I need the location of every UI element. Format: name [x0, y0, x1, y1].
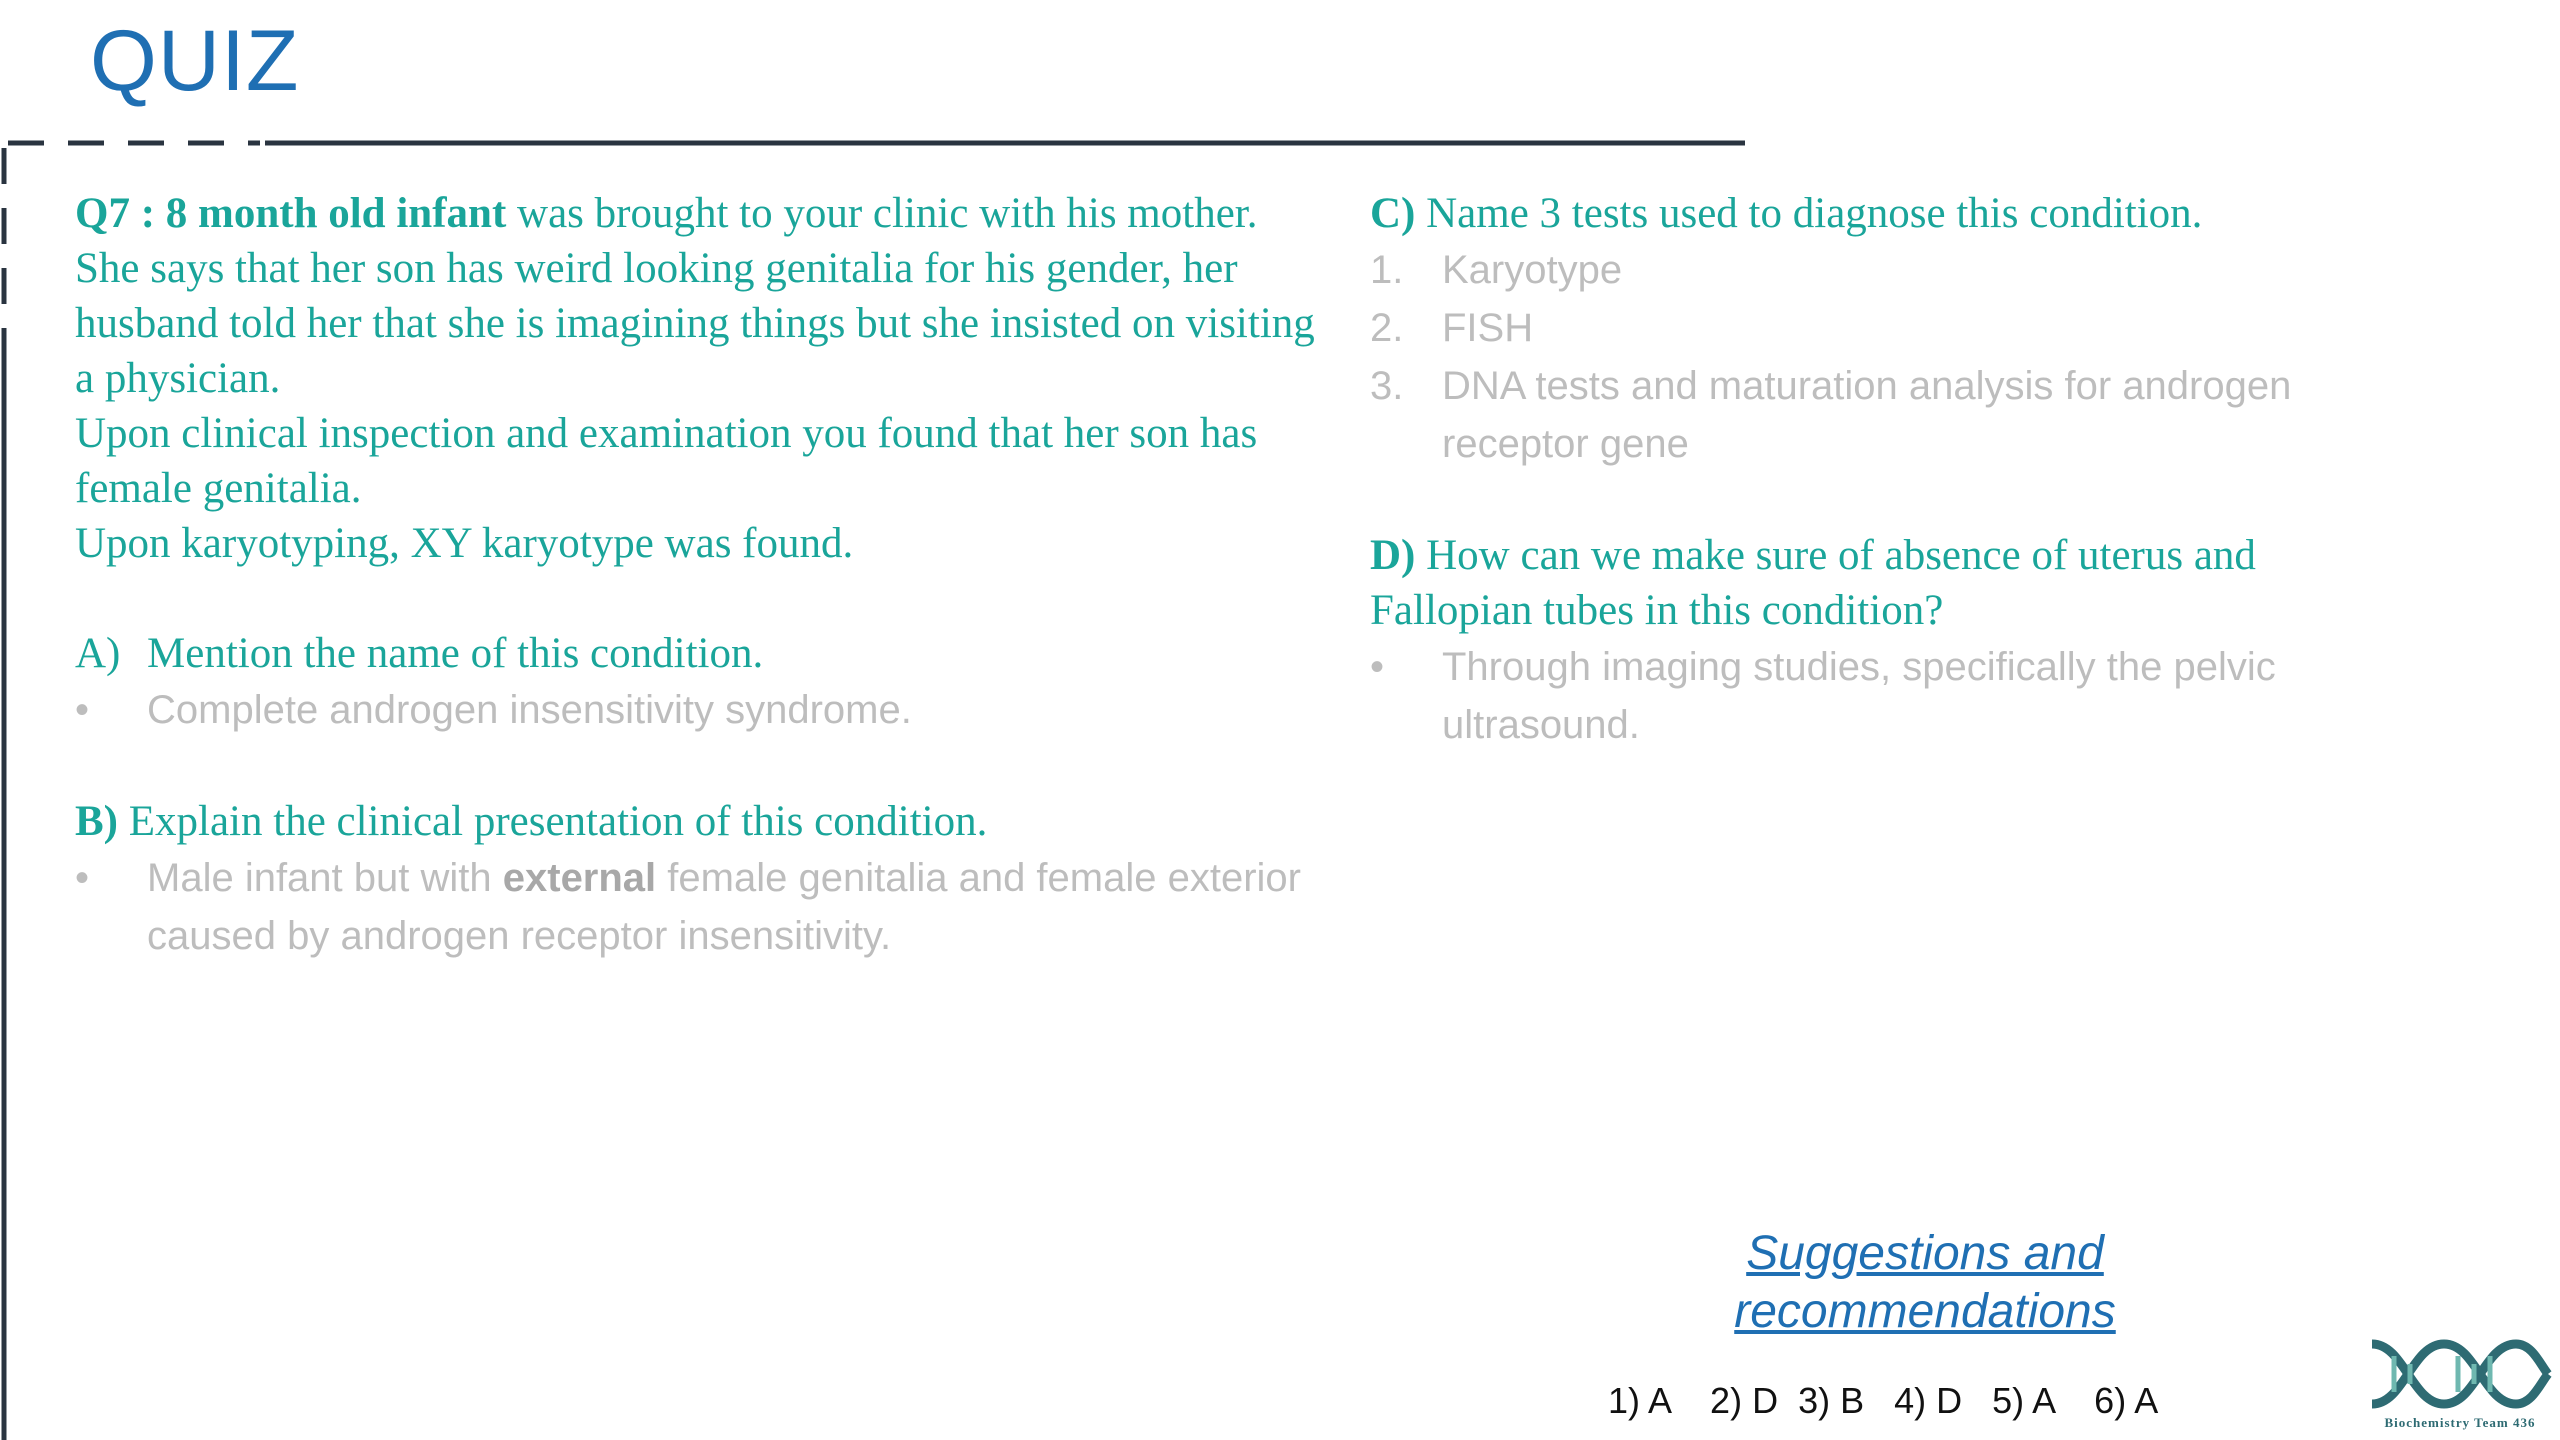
dna-icon [2364, 1334, 2556, 1414]
question-stem-line: Upon clinical inspection and examination you found that her son has female genitalia. [75, 410, 1258, 512]
part-c-answer-text: FISH [1442, 306, 1534, 350]
question-stem-line: was brought to your clinic with his mother. [506, 190, 1258, 237]
part-c-answer-text: Karyotype [1442, 248, 1623, 292]
part-a-question [75, 626, 1315, 681]
part-d-question [1370, 528, 2390, 638]
bullet-icon: • [1370, 645, 1385, 689]
list-number: 3. [1370, 364, 1404, 408]
part-c-answer-text: DNA tests and maturation analysis for androgen receptor gene [1442, 364, 2292, 466]
team-logo [2364, 1334, 2556, 1431]
part-b-question-text: Explain the clinical presentation of this condition. [128, 798, 988, 845]
mcq-answer-key: 1) A 2) D 3) B 4) D 5) A 6) A [1608, 1380, 2159, 1421]
list-number: 1. [1370, 248, 1404, 292]
right-column [1370, 186, 2390, 754]
part-b-answer [75, 849, 1315, 965]
bullet-icon: • [75, 856, 90, 900]
question-stem-line: Upon karyotyping, XY karyotype was found. [75, 520, 854, 567]
part-d-answer [1370, 638, 2390, 754]
part-a-answer [75, 681, 1315, 739]
part-b-answer-post: female genitalia and female exterior caused by androgen receptor insensitivity. [147, 856, 1301, 958]
part-c-marker: C) [1370, 190, 1416, 237]
left-border-line [0, 148, 10, 1440]
left-column [75, 186, 1315, 965]
question-label: Q7 : 8 month old infant [75, 190, 507, 237]
part-b-question [75, 794, 1315, 849]
header-divider [0, 138, 1750, 148]
part-b-answer-bold: external [502, 856, 657, 900]
list-number: 2. [1370, 306, 1404, 350]
bullet-icon: • [75, 688, 90, 732]
part-c-question [1370, 186, 2390, 241]
part-c-question-text: Name 3 tests used to diagnose this condition. [1426, 190, 2203, 237]
part-c-answer-item [1370, 299, 2390, 357]
question-stem-line: She says that her son has weird looking genitalia for his gender, her husband told her that she is imagining things but she insisted on visiting a physician. [75, 245, 1315, 402]
part-b-marker: B) [75, 798, 118, 845]
part-a-question-text: Mention the name of this condition. [147, 630, 764, 677]
page-title: QUIZ [90, 13, 300, 109]
part-a-answer-text: Complete androgen insensitivity syndrome. [147, 688, 912, 732]
part-a-marker: A) [75, 630, 121, 677]
part-d-marker: D) [1370, 532, 1416, 579]
part-d-answer-text: Through imaging studies, specifically the pelvic ultrasound. [1442, 645, 2276, 747]
part-c-answer-item [1370, 241, 2390, 299]
suggestions-link[interactable]: Suggestions and recommendations [1734, 1227, 2116, 1338]
part-b-answer-pre: Male infant but with [147, 856, 503, 900]
part-d-question-text: How can we make sure of absence of uterus and Fallopian tubes in this condition? [1370, 532, 2256, 634]
logo-text: Biochemistry Team 436 [2384, 1415, 2536, 1430]
part-c-answer-item [1370, 357, 2390, 473]
question-stem [75, 186, 1315, 571]
